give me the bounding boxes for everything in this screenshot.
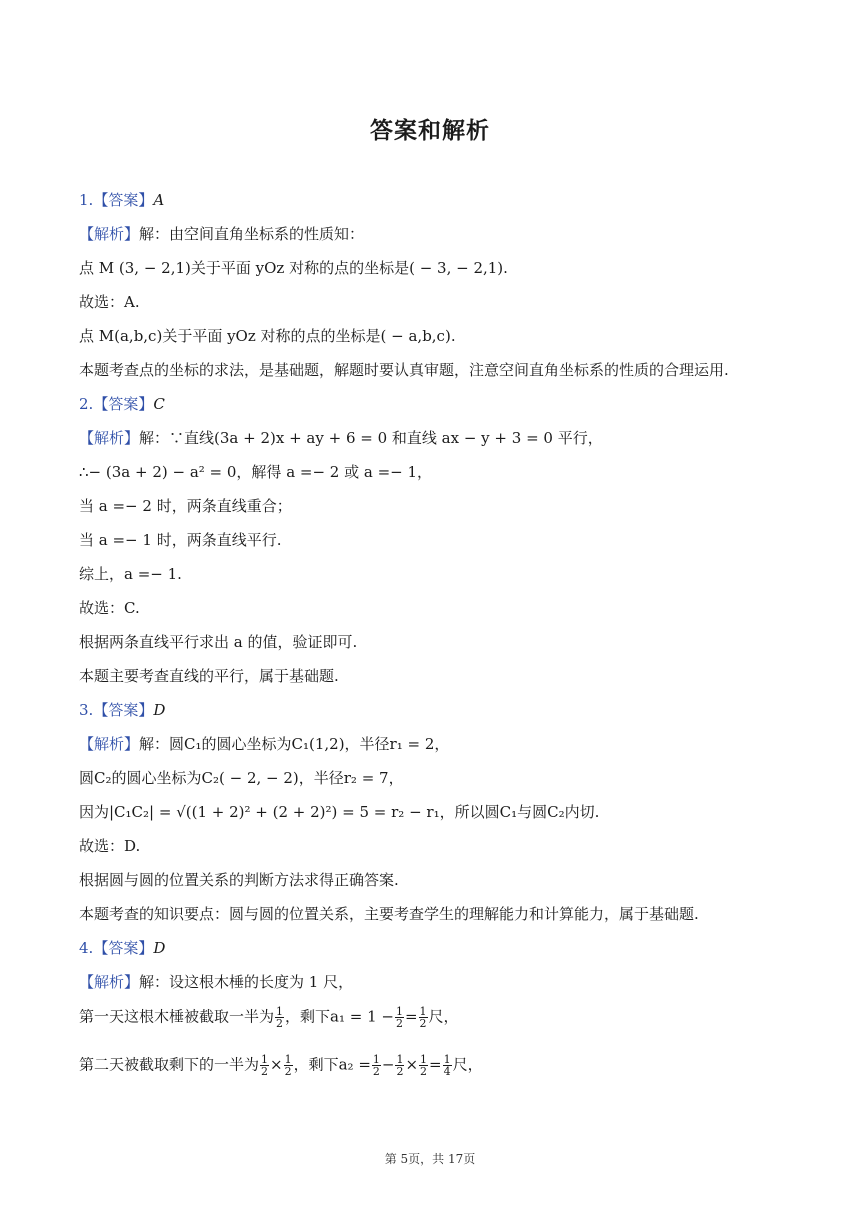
q1-line-3: 故选：A.: [79, 293, 140, 311]
q4-analysis-text: 解：设这根木棰的长度为 1 尺，: [139, 973, 354, 991]
q4-analysis-line: [79, 972, 353, 992]
q3-line-2: 圆C₂的圆心坐标为C₂( − 2, − 2)，半径r₂ = 7，: [79, 769, 404, 787]
fraction-half: $\frac{1}{2}$: [372, 1053, 380, 1078]
q1-analysis-line: [79, 224, 364, 244]
q3-analysis-line: [79, 734, 449, 754]
q2-line-3: 当 a =− 2 时，两条直线重合；: [79, 497, 292, 515]
page-title: 答案和解析: [370, 117, 490, 144]
q3-line-4: 故选：D.: [79, 837, 141, 855]
fraction-half: $\frac{1}{2}$: [276, 1005, 284, 1030]
q4-line-3-text-b: ×: [270, 1055, 283, 1074]
q4-line-3: [79, 1054, 483, 1077]
q4-line-2: [79, 1006, 459, 1029]
q2-number: 2.: [79, 395, 94, 413]
q3-number: 3.: [79, 701, 94, 719]
fraction-quarter: $\frac{1}{4}$: [443, 1053, 451, 1078]
q4-line-2-text-d: 尺，: [428, 1007, 459, 1026]
q4-line-3-text-g: 尺，: [452, 1055, 483, 1074]
q3-line-3: 因为|C₁C₂| = √((1 + 2)² + (2 + 2)²) = 5 = r₂ − r₁，所以圆C₁与圆C₂内切.: [79, 803, 600, 821]
q4-answer: D: [153, 939, 166, 957]
q1-answer-line: [79, 190, 164, 210]
q2-line-5: 综上，a =− 1.: [79, 565, 182, 583]
q1-line-5: 本题考查点的坐标的求法，是基础题，解题时要认真审题，注意空间直角坐标系的性质的合理运用.: [79, 361, 729, 379]
q4-analysis-tag: 【解析】: [79, 973, 140, 991]
fraction-half: $\frac{1}{2}$: [420, 1053, 428, 1078]
q2-answer: C: [153, 395, 165, 413]
fraction-half: $\frac{1}{2}$: [284, 1053, 292, 1078]
q2-line-2: ∴− (3a + 2) − a² = 0，解得 a =− 2 或 a =− 1，: [79, 463, 433, 481]
q2-answer-line: [79, 394, 165, 414]
q3-analysis-tag: 【解析】: [79, 735, 140, 753]
page-footer: 第 5页，共 17页: [384, 1152, 476, 1166]
q4-line-2-text-a: 第一天这根木棰被截取一半为: [79, 1007, 275, 1026]
q1-number: 1.: [79, 191, 94, 209]
q4-answer-line: [79, 938, 165, 958]
q3-line-5: 根据圆与圆的位置关系的判断方法求得正确答案.: [79, 871, 399, 889]
q1-answer-tag: 【答案】: [93, 191, 154, 209]
q3-answer-tag: 【答案】: [93, 701, 154, 719]
q1-answer: A: [153, 191, 165, 209]
q4-answer-tag: 【答案】: [93, 939, 154, 957]
q2-line-4: 当 a =− 1 时，两条直线平行.: [79, 531, 282, 549]
q4-number: 4.: [79, 939, 94, 957]
q4-line-3-text-a: 第二天被截取剩下的一半为: [79, 1055, 260, 1074]
q1-analysis-text: 解：由空间直角坐标系的性质知：: [139, 225, 365, 243]
q2-line-7: 根据两条直线平行求出 a 的值，验证即可.: [79, 633, 358, 651]
fraction-half: $\frac{1}{2}$: [261, 1053, 269, 1078]
q4-line-3-text-e: ×: [405, 1055, 419, 1074]
q3-answer: D: [153, 701, 166, 719]
q2-line-6: 故选：C.: [79, 599, 140, 617]
q2-answer-tag: 【答案】: [93, 395, 154, 413]
q2-analysis-line: [79, 428, 603, 448]
q2-line-8: 本题主要考查直线的平行，属于基础题.: [79, 667, 339, 685]
q3-analysis-text: 解：圆C₁的圆心坐标为C₁(1,2)，半径r₁ = 2，: [139, 735, 450, 753]
q1-line-2: 点 M (3, − 2,1)关于平面 yOz 对称的点的坐标是( − 3, − 2,1).: [79, 259, 508, 277]
q4-line-3-text-c: ，剩下a₂ =: [293, 1055, 371, 1074]
fraction-half: $\frac{1}{2}$: [419, 1005, 427, 1030]
q4-line-2-text-b: ，剩下a₁ = 1 −: [285, 1007, 394, 1026]
q1-analysis-tag: 【解析】: [79, 225, 140, 243]
q4-line-2-text-c: =: [404, 1007, 418, 1026]
fraction-half: $\frac{1}{2}$: [396, 1053, 404, 1078]
q2-analysis-tag: 【解析】: [79, 429, 140, 447]
q3-line-6: 本题考查的知识要点：圆与圆的位置关系，主要考查学生的理解能力和计算能力，属于基础题.: [79, 905, 699, 923]
q3-answer-line: [79, 700, 165, 720]
q4-line-3-text-f: =: [429, 1055, 442, 1074]
fraction-half: $\frac{1}{2}$: [395, 1005, 403, 1030]
q1-line-4: 点 M(a,b,c)关于平面 yOz 对称的点的坐标是( − a,b,c).: [79, 327, 456, 345]
q2-analysis-text: 解：∵直线(3a + 2)x + ay + 6 = 0 和直线 ax − y + 3 = 0 平行，: [139, 429, 603, 447]
q4-line-3-text-d: −: [381, 1055, 395, 1074]
